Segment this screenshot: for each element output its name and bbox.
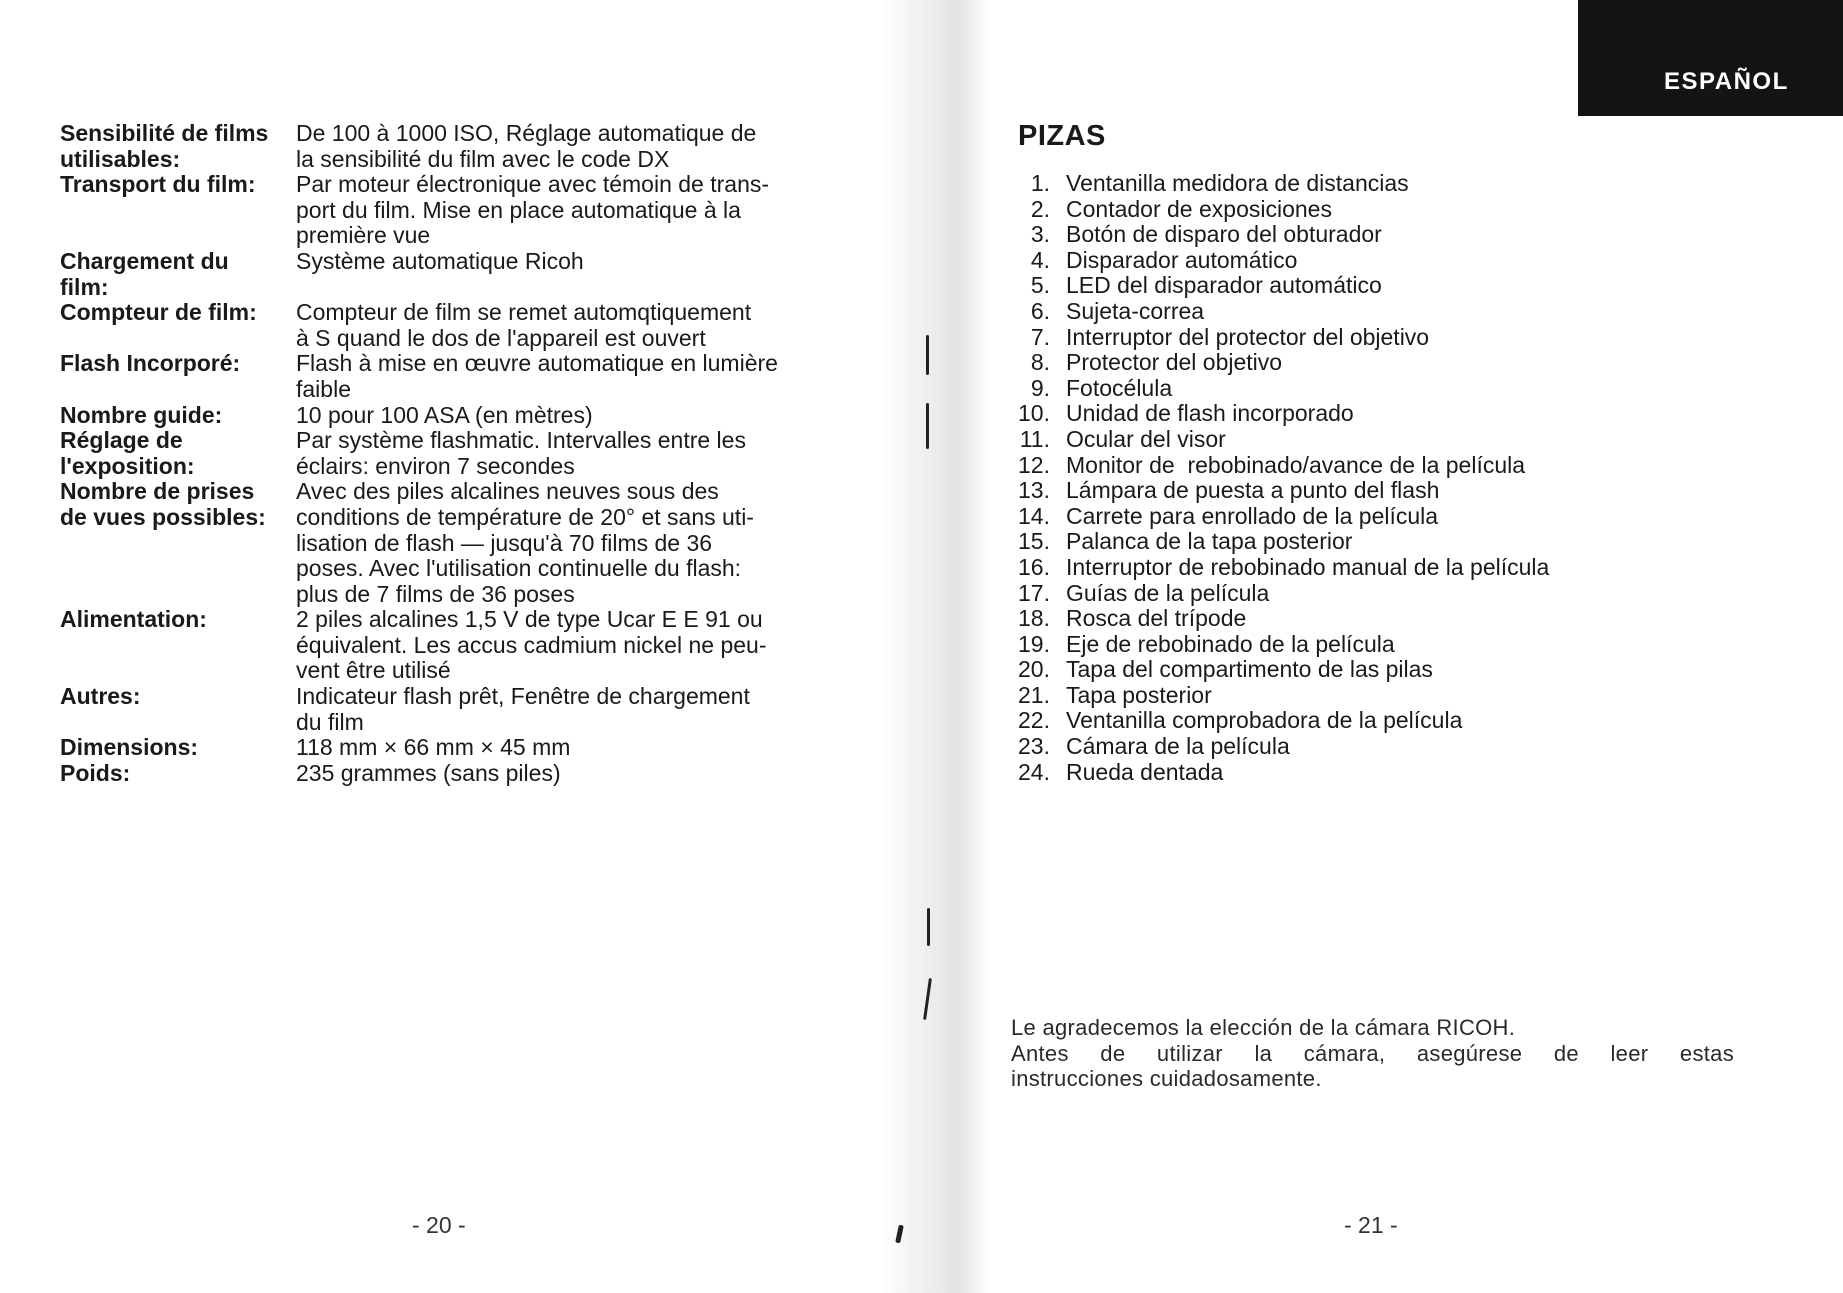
spec-value: Flash à mise en œuvre automatique en lumière faible (296, 350, 778, 402)
spec-row (60, 684, 830, 735)
part-name: Contador de exposiciones (1066, 195, 1332, 222)
spec-label: Compteur de film: (60, 299, 257, 326)
part-item (1010, 222, 1650, 248)
spec-value: Compteur de film se remet automqtiquement à S quand le dos de l'appareil est ouvert (296, 299, 752, 351)
part-number: 3. (1030, 221, 1050, 248)
spec-value: Indicateur flash prêt, Fenêtre de chargement du film (296, 683, 750, 735)
part-number: 7. (1030, 323, 1050, 350)
part-number: 9. (1030, 374, 1050, 401)
spec-value: Par système flashmatic. Intervalles entre les éclairs: environ 7 secondes (296, 427, 746, 479)
part-item (1010, 606, 1650, 632)
page-number-right: - 21 - (1344, 1212, 1398, 1238)
part-name: Cámara de la película (1066, 733, 1290, 760)
specifications-table (60, 121, 830, 786)
part-number: 8. (1030, 349, 1050, 376)
part-item (1010, 478, 1650, 504)
spec-value: 10 pour 100 ASA (en mètres) (296, 401, 593, 428)
parts-heading: PIZAS (1018, 120, 1106, 152)
part-name: LED del disparador automático (1066, 272, 1382, 299)
part-item (1010, 325, 1650, 351)
spec-row (60, 479, 830, 607)
part-item (1010, 350, 1650, 376)
spec-value: Système automatique Ricoh (296, 247, 584, 274)
part-item (1010, 504, 1650, 530)
part-number: 10. (1018, 400, 1050, 427)
part-name: Lámpara de puesta a punto del flash (1066, 477, 1440, 504)
spec-row (60, 403, 830, 429)
spec-value: 235 grammes (sans piles) (296, 759, 561, 786)
spec-row (60, 249, 830, 300)
spec-row (60, 735, 830, 761)
language-tab (1578, 0, 1843, 116)
spec-value: Par moteur électronique avec témoin de trans- port du film. Mise en place automatique à la première vue (296, 171, 770, 249)
intro-paragraph (1011, 1015, 1734, 1092)
part-number: 5. (1030, 272, 1050, 299)
spec-label: Sensibilité de films utilisables: (60, 120, 269, 172)
part-item (1010, 453, 1650, 479)
spec-value: De 100 à 1000 ISO, Réglage automatique de la sensibilité du film avec le code DX (296, 120, 757, 172)
part-name: Ocular del visor (1066, 425, 1226, 452)
spec-value: Avec des piles alcalines neuves sous des conditions de température de 20° et sans uti- lisation de flash — jusqu'à 70 films de 36 poses. Avec l'utilisation continuelle du flash: plus de 7 films de 36 poses (296, 478, 754, 607)
part-name: Interruptor del protector del objetivo (1066, 323, 1430, 350)
part-number: 1. (1030, 170, 1050, 196)
part-number: 21. (1018, 681, 1050, 708)
part-item (1010, 708, 1650, 734)
part-name: Monitor de rebobinado/avance de la película (1066, 451, 1526, 478)
part-name: Protector del objetivo (1066, 349, 1283, 376)
part-item (1010, 171, 1650, 197)
spec-row (60, 121, 830, 172)
spec-value: 2 piles alcalines 1,5 V de type Ucar E E 91 ou équivalent. Les accus cadmium nickel ne peu- vent être utilisé (296, 606, 767, 684)
spec-row (60, 172, 830, 249)
part-number: 6. (1030, 297, 1050, 324)
part-number: 14. (1018, 502, 1050, 529)
part-item (1010, 555, 1650, 581)
spec-row (60, 761, 830, 787)
page-number-left: - 20 - (412, 1212, 466, 1238)
spec-label: Nombre guide: (60, 401, 223, 428)
spec-value: 118 mm × 66 mm × 45 mm (296, 734, 571, 761)
part-name: Guías de la película (1066, 579, 1270, 606)
part-number: 13. (1018, 477, 1050, 504)
part-item (1010, 401, 1650, 427)
part-item (1010, 529, 1650, 555)
part-item (1010, 683, 1650, 709)
part-name: Ventanilla comprobadora de la película (1066, 707, 1463, 734)
parts-list (1010, 171, 1650, 785)
binding-staple-mark (927, 908, 930, 946)
part-name: Carrete para enrollado de la película (1066, 502, 1439, 529)
spec-label: Autres: (60, 683, 141, 710)
language-tab-label: ESPAÑOL (1664, 68, 1789, 95)
part-item (1010, 299, 1650, 325)
part-name: Tapa del compartimento de las pilas (1066, 656, 1433, 683)
part-name: Eje de rebobinado de la película (1066, 630, 1395, 657)
spec-label: Flash Incorporé: (60, 350, 241, 377)
part-number: 15. (1018, 528, 1050, 555)
part-name: Palanca de la tapa posterior (1066, 528, 1353, 555)
binding-gutter (880, 0, 990, 1293)
part-name: Rosca del trípode (1066, 605, 1247, 632)
part-number: 19. (1018, 630, 1050, 657)
part-item (1010, 273, 1650, 299)
part-item (1010, 760, 1650, 786)
part-item (1010, 197, 1650, 223)
part-number: 18. (1018, 605, 1050, 632)
part-name: Disparador automático (1066, 246, 1298, 273)
part-item (1010, 248, 1650, 274)
part-name: Botón de disparo del obturador (1066, 221, 1382, 248)
spec-row (60, 300, 830, 351)
part-number: 16. (1018, 553, 1050, 580)
part-name: Unidad de flash incorporado (1066, 400, 1354, 427)
part-name: Rueda dentada (1066, 758, 1224, 785)
part-number: 20. (1018, 656, 1050, 683)
spec-row (60, 428, 830, 479)
part-name: Tapa posterior (1066, 681, 1212, 708)
spec-label: Alimentation: (60, 606, 207, 633)
spec-label: Réglage de l'exposition: (60, 427, 195, 479)
part-number: 12. (1018, 451, 1050, 478)
part-item (1010, 427, 1650, 453)
part-item (1010, 581, 1650, 607)
part-item (1010, 734, 1650, 760)
part-name: Ventanilla medidora de distancias (1066, 170, 1409, 196)
spec-label: Transport du film: (60, 171, 256, 198)
part-item (1010, 376, 1650, 402)
intro-line: instrucciones cuidadosamente. (1011, 1066, 1322, 1091)
spec-label: Chargement du film: (60, 247, 229, 300)
part-number: 24. (1018, 758, 1050, 785)
spec-label: Poids: (60, 759, 131, 786)
part-number: 4. (1030, 246, 1050, 273)
part-number: 17. (1018, 579, 1050, 606)
part-item (1010, 632, 1650, 658)
part-name: Fotocélula (1066, 374, 1173, 401)
part-number: 11. (1019, 425, 1050, 452)
part-number: 23. (1018, 733, 1050, 760)
intro-line: Le agradecemos la elección de la cámara RICOH. (1011, 1015, 1516, 1040)
part-number: 22. (1018, 707, 1050, 734)
binding-staple-mark (926, 335, 929, 375)
spec-label: Dimensions: (60, 734, 199, 761)
spec-row (60, 607, 830, 684)
part-name: Sujeta-correa (1066, 297, 1205, 324)
part-item (1010, 657, 1650, 683)
part-name: Interruptor de rebobinado manual de la película (1066, 553, 1550, 580)
binding-staple-mark (926, 403, 929, 449)
spec-label: Nombre de prises de vues possibles: (60, 478, 266, 530)
spec-row (60, 351, 830, 402)
intro-line: Antes de utilizar la cámara, asegúrese de leer estas (1011, 1040, 1734, 1066)
part-number: 2. (1030, 195, 1050, 222)
